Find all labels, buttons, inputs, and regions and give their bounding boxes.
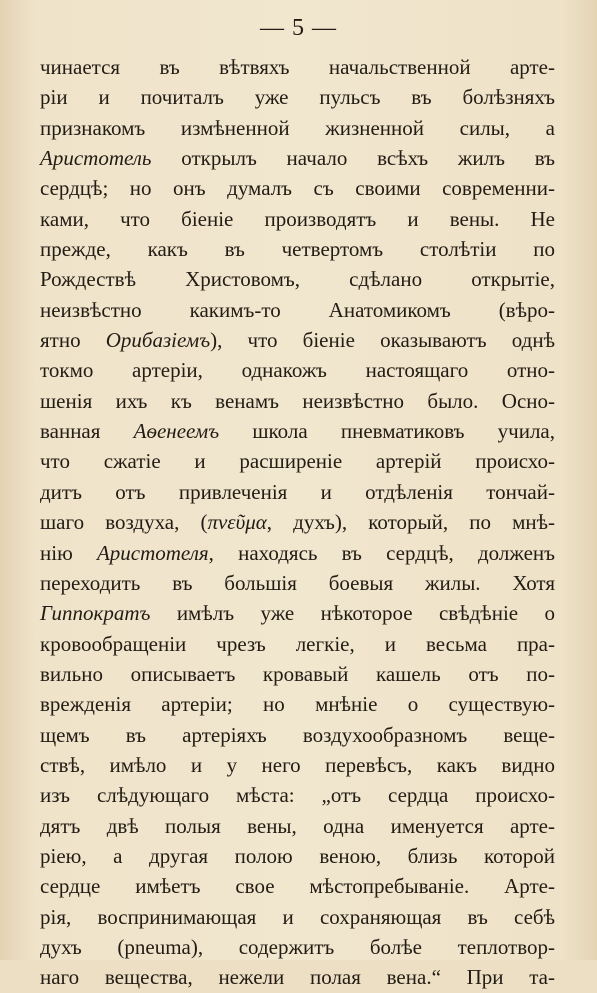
text-segment: сердцѣ; но онъ думалъ съ своими современни- (40, 176, 555, 201)
text-line (40, 538, 555, 568)
text-segment: ріи и почиталъ уже пульсъ въ болѣзняхъ (40, 85, 555, 110)
text-segment: дитъ отъ привлеченія и отдѣленія тончай- (40, 479, 555, 504)
text-segment: изъ слѣдующаго мѣста: „отъ сердца происхо- (40, 783, 555, 808)
text-line (40, 295, 555, 325)
text-line (40, 750, 555, 780)
text-segment: ), что біеніе оказываютъ однѣ (210, 328, 555, 353)
text-segment: прежде, какъ въ четвертомъ столѣтіи по (40, 237, 555, 262)
text-line (40, 446, 555, 476)
text-line (40, 52, 555, 82)
page-number: — 5 — (260, 15, 337, 41)
italic-name: πνεῦμα (207, 510, 267, 535)
text-line (40, 264, 555, 294)
text-line (40, 234, 555, 264)
text-segment: врежденія артеріи; но мнѣніе о существую- (40, 692, 555, 717)
text-line (40, 204, 555, 234)
text-line (40, 811, 555, 841)
text-segment: токмо артеріи, однакожъ настоящаго отно- (40, 358, 555, 383)
text-line (40, 82, 555, 112)
text-segment: Рождествѣ Христовомъ, сдѣлано открытіе, (40, 267, 555, 292)
text-line (40, 962, 555, 992)
italic-name: Гиппократъ (40, 601, 151, 626)
text-segment: вильно описываетъ кровавый кашель отъ по- (40, 661, 555, 686)
text-line (40, 568, 555, 598)
text-line (40, 507, 555, 537)
text-line (40, 871, 555, 901)
text-segment: наго вещества, нежели полая вена.“ При та- (40, 965, 555, 990)
text-segment: нію (40, 540, 97, 565)
text-segment: ствѣ, имѣло и у него перевѣсъ, какъ видно (40, 752, 555, 777)
text-line (40, 477, 555, 507)
text-segment: рія, воспринимающая и сохраняющая въ себѣ (40, 904, 555, 929)
italic-name: Орибазіемъ (105, 328, 211, 353)
text-segment: шенія ихъ къ венамъ неизвѣстно было. Осно- (40, 388, 555, 413)
text-line (40, 325, 555, 355)
italic-name: Аѳенеемъ (133, 419, 220, 444)
italic-name: Аристотеля (96, 540, 209, 565)
text-segment: кровообращеніи чрезъ легкіе, и весьма пра- (40, 631, 555, 656)
text-line (40, 659, 555, 689)
text-segment: дятъ двѣ полыя вены, одна именуется арте- (40, 813, 555, 838)
text-segment: открылъ начало всѣхъ жилъ въ (151, 146, 555, 171)
text-segment: школа пневматиковъ учила, (219, 419, 555, 444)
text-segment: переходить въ большія боевыя жилы. Хотя (40, 570, 555, 595)
text-segment: духъ (pneuma), содержитъ болѣе теплотвор- (40, 934, 556, 959)
text-segment: , духъ), который, по мнѣ- (266, 510, 555, 535)
text-line (40, 173, 555, 203)
text-line (40, 113, 555, 143)
text-segment: что сжатіе и расширеніе артерій происхо- (40, 449, 555, 474)
text-segment: ванная (40, 419, 134, 444)
text-line (40, 841, 555, 871)
text-segment: , находясь въ сердцѣ, долженъ (208, 540, 555, 565)
text-line (40, 689, 555, 719)
text-line (40, 143, 555, 173)
text-segment: чинается въ вѣтвяхъ начальственной арте- (40, 55, 555, 79)
text-line (40, 780, 555, 810)
text-line (40, 932, 555, 962)
text-segment: ріею, а другая полою веною, близь которой (40, 843, 555, 868)
text-segment: шаго воздуха, ( (40, 510, 208, 535)
text-line (40, 902, 555, 932)
italic-name: Аристотель (40, 146, 152, 171)
text-segment: щемъ въ артеріяхъ воздухообразномъ веще- (40, 722, 555, 747)
text-segment: ятно (40, 328, 106, 353)
text-line (40, 355, 555, 385)
text-line (40, 386, 555, 416)
text-segment: признакомъ измѣненной жизненной силы, а (40, 115, 556, 140)
text-segment: сердце имѣетъ свое мѣстопребываніе. Арте- (40, 874, 555, 899)
text-line (40, 598, 555, 628)
text-line (40, 416, 555, 446)
text-segment: ками, что біеніе производятъ и вены. Не (40, 206, 555, 231)
text-line (40, 720, 555, 750)
body-text (40, 52, 555, 993)
text-segment: неизвѣстно какимъ-то Анатомикомъ (вѣро- (40, 297, 555, 322)
text-segment: имѣлъ уже нѣкоторое свѣдѣніе о (150, 601, 555, 626)
text-line (40, 629, 555, 659)
